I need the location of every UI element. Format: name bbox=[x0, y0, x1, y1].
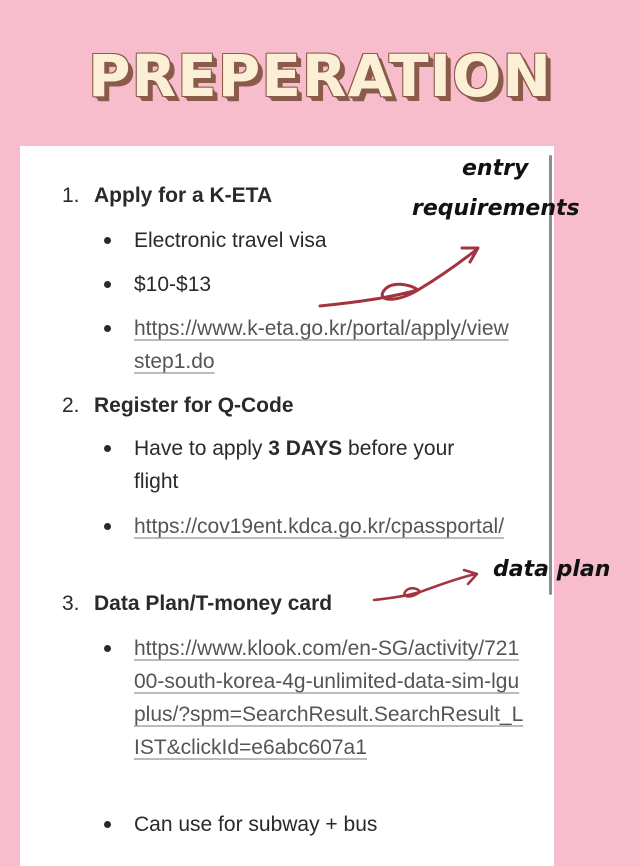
step-number: 3. bbox=[62, 592, 80, 615]
arrow-icon bbox=[372, 568, 484, 608]
step-1 bbox=[62, 184, 272, 208]
step-3 bbox=[62, 592, 332, 616]
bullet-text-part: Have to apply bbox=[134, 437, 269, 460]
bullet-dot bbox=[104, 645, 111, 652]
bullet-text: Can use for subway + bus bbox=[134, 813, 378, 836]
k-eta-link[interactable]: https://www.k-eta.go.kr/portal/apply/viewstep1.do bbox=[134, 317, 509, 373]
page-title: PREPERATION bbox=[88, 42, 552, 110]
bullet-text: $10-$13 bbox=[134, 273, 212, 296]
bullet-dot bbox=[104, 523, 111, 530]
step-number: 2. bbox=[62, 394, 80, 417]
bullet-dot bbox=[104, 821, 111, 828]
klook-link[interactable]: https://www.klook.com/en-SG/activity/72100-south-korea-4g-unlimited-data-sim-lguplus/?spm=SearchResult.SearchResult_LIST&clickId=e6abc607a1 bbox=[134, 637, 524, 759]
step-title: Data Plan/T-money card bbox=[94, 592, 333, 615]
annotation-requirements: requirements bbox=[412, 196, 580, 221]
arrow-icon bbox=[318, 240, 488, 320]
step-number: 1. bbox=[62, 184, 80, 207]
bullet-dot bbox=[104, 325, 111, 332]
step-2 bbox=[62, 394, 294, 418]
bullet-text-part: before your flight bbox=[134, 437, 455, 493]
step-title: Apply for a K-ETA bbox=[94, 184, 273, 207]
bullet-text bbox=[134, 432, 504, 498]
bullet-text: Electronic travel visa bbox=[134, 229, 327, 252]
bullet-text-bold: 3 DAYS bbox=[268, 437, 343, 460]
q-code-link[interactable]: https://cov19ent.kdca.go.kr/cpassportal/ bbox=[134, 515, 505, 538]
annotation-data-plan: data plan bbox=[493, 557, 611, 582]
scrollbar[interactable] bbox=[549, 155, 552, 595]
bullet-dot bbox=[104, 281, 111, 288]
bullet-dot bbox=[104, 445, 111, 452]
annotation-entry: entry bbox=[462, 156, 529, 181]
step-title: Register for Q-Code bbox=[94, 394, 294, 417]
bullet-dot bbox=[104, 237, 111, 244]
